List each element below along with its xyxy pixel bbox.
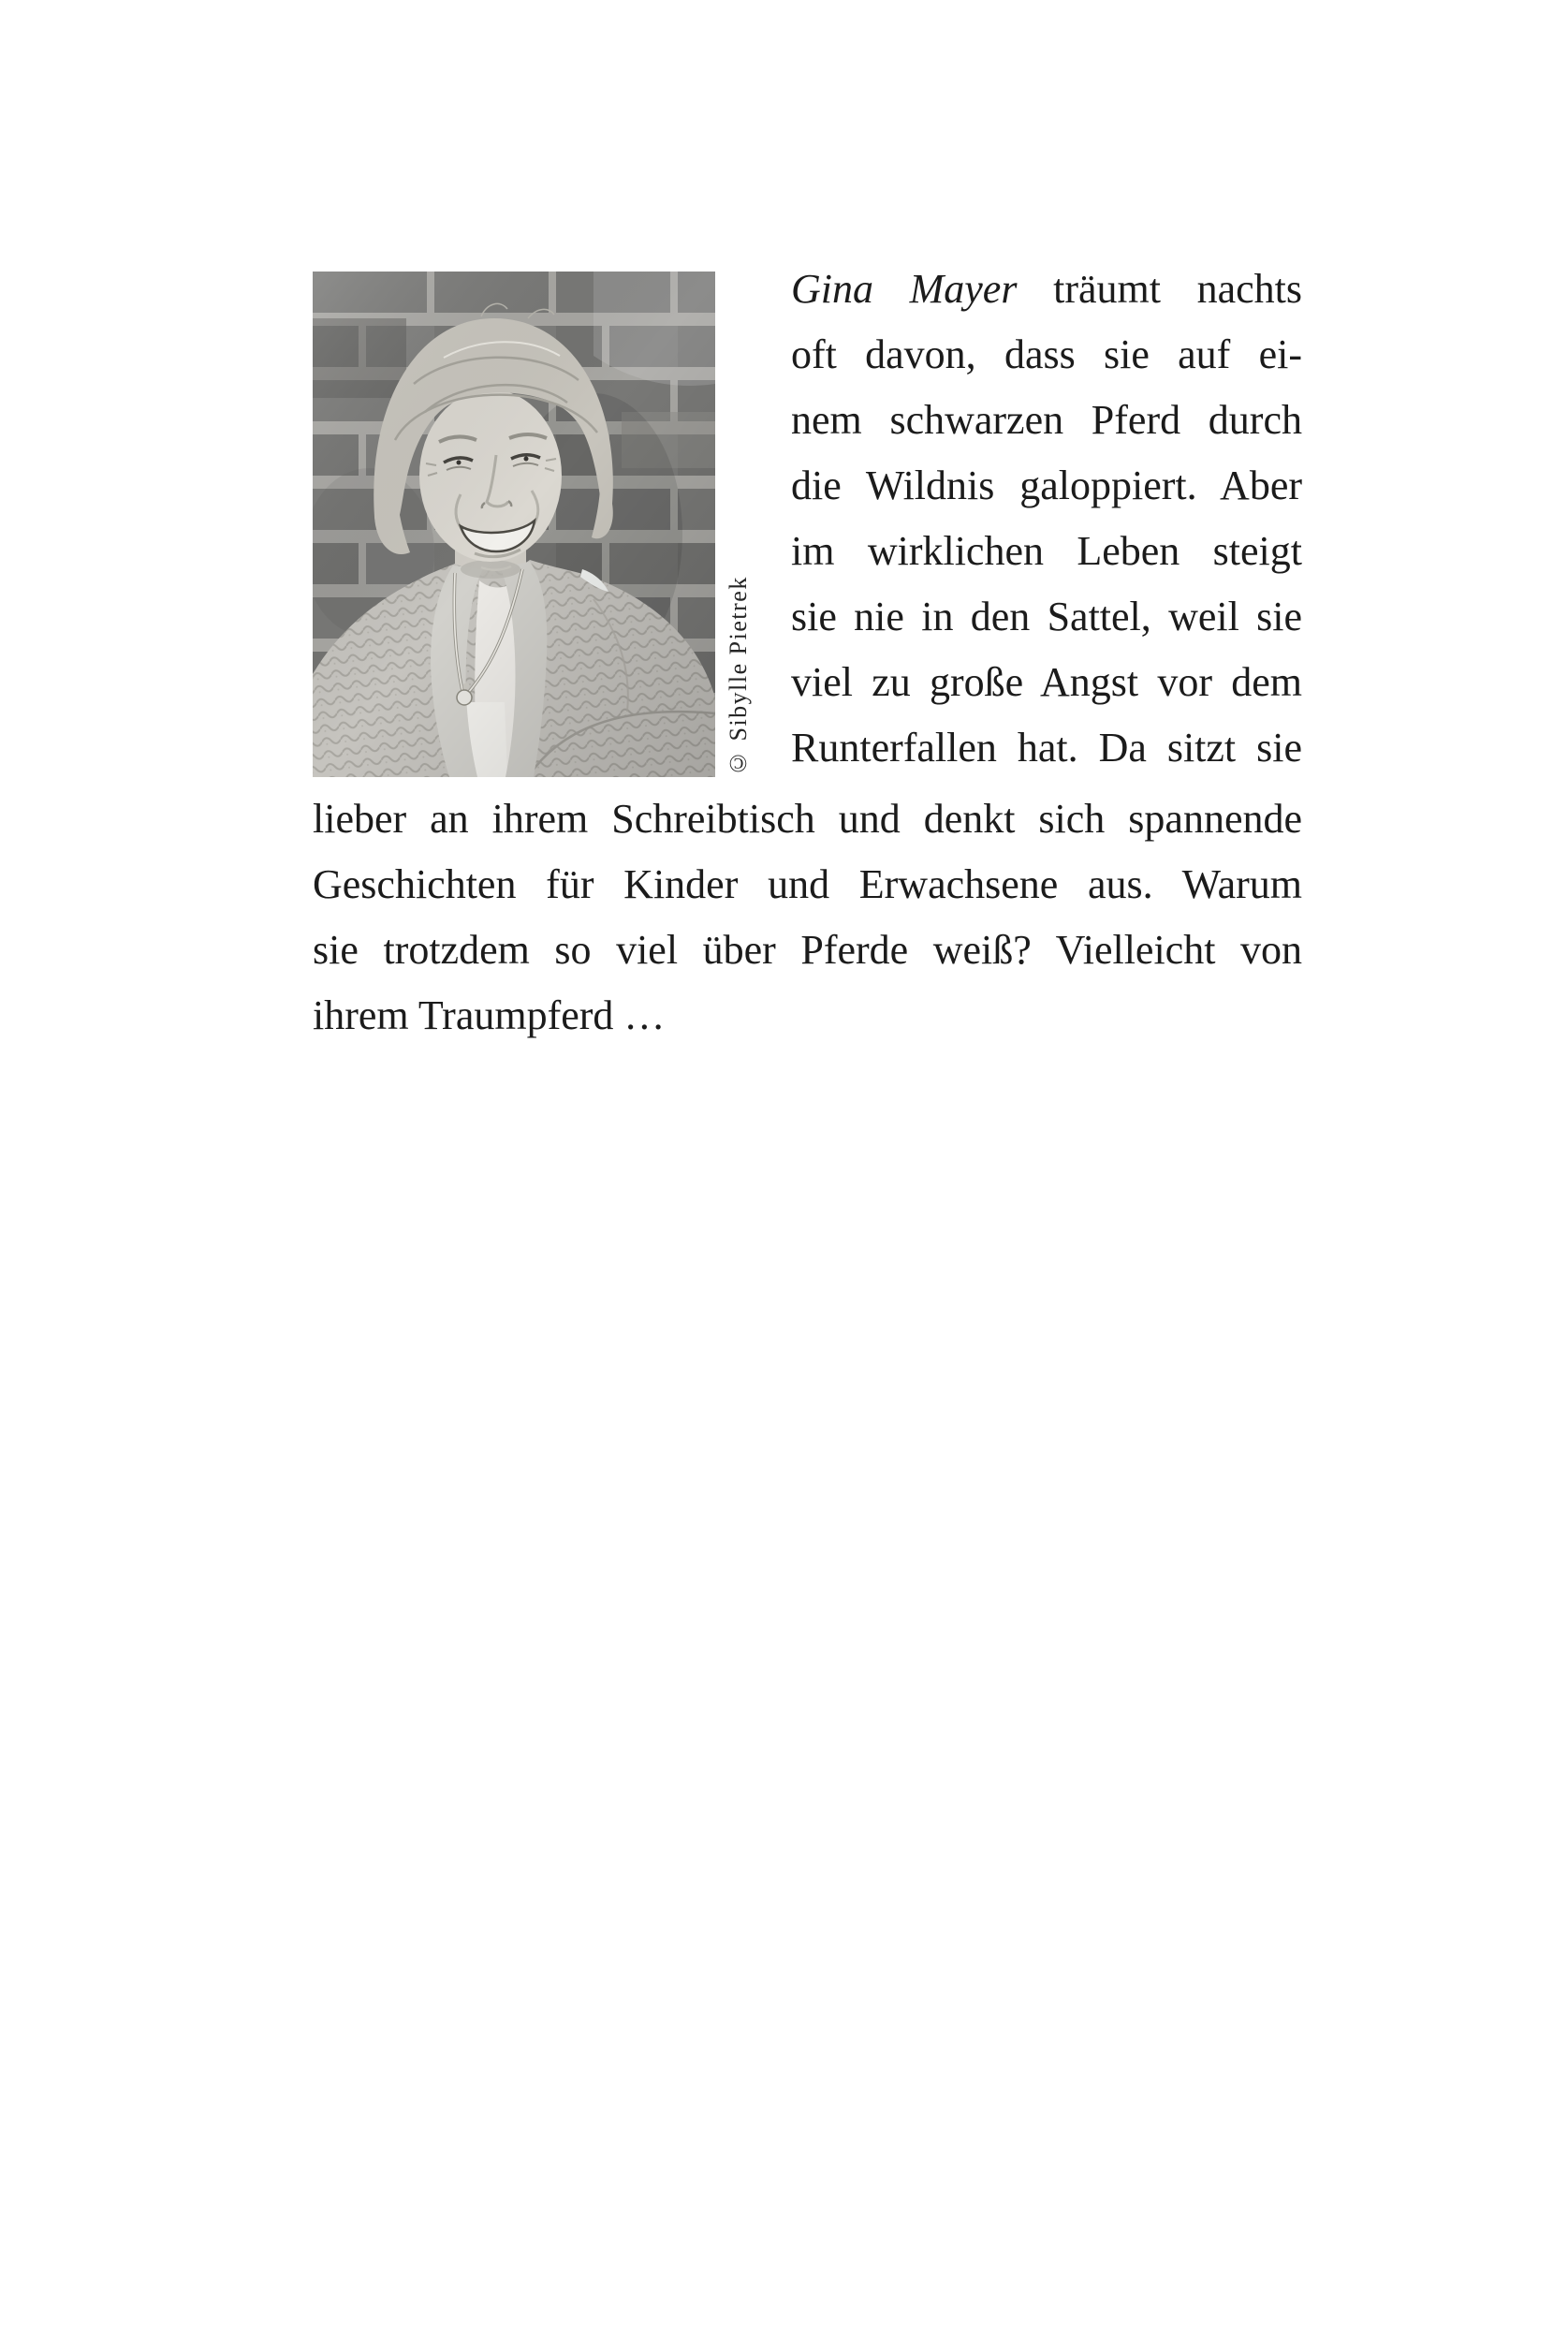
bio-line-10: Geschichten für Kinder und Erwachsene aus. Warum [313, 861, 1302, 907]
photo-credit: © Sibylle Pietrek [725, 576, 752, 777]
bio-line-4: die Wildnis galoppiert. Aber [791, 463, 1302, 508]
bio-line-3: nem schwarzen Pferd durch [791, 397, 1302, 443]
author-photo-svg [313, 272, 715, 777]
bio-line-6: sie nie in den Sattel, weil sie [791, 594, 1302, 639]
bio-line-12: ihrem Traumpferd … [313, 992, 666, 1038]
bio-line-9: lieber an ihrem Schreibtisch und denkt sich spannende [313, 796, 1302, 842]
photo-vignette [313, 272, 715, 777]
bio-line-5: im wirklichen Leben steigt [791, 528, 1302, 574]
bio-line-7: viel zu große Angst vor dem [791, 659, 1302, 705]
bio-line-1 [791, 257, 1302, 322]
bio-line-11: sie trotzdem so viel über Pferde weiß? Vielleicht von [313, 927, 1302, 973]
bio-full-text [313, 786, 1302, 1049]
author-photo [313, 272, 715, 777]
bio-line-2: oft davon, dass sie auf ei- [791, 331, 1302, 377]
author-name: Gina Mayer [791, 266, 1018, 312]
bio-line-1-rest: träumt nachts [1053, 266, 1303, 312]
bio-line-8: Runterfallen hat. Da sitzt sie [791, 725, 1302, 771]
bio-column-text [791, 257, 1302, 781]
